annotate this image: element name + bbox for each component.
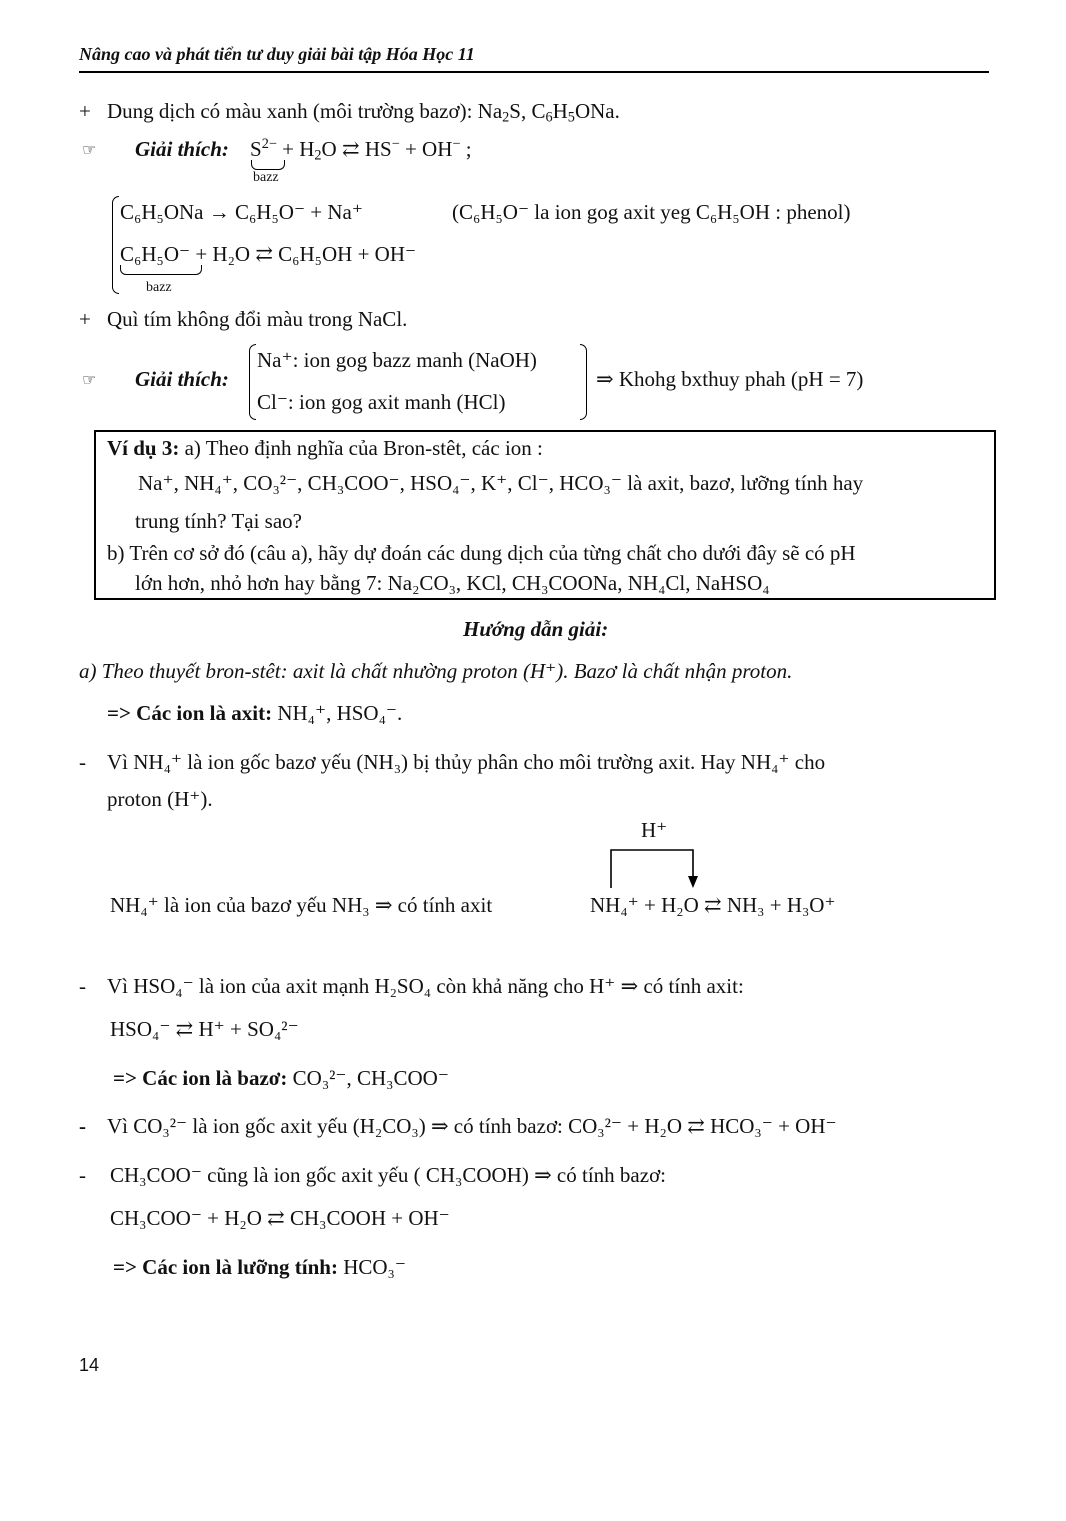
underbrace xyxy=(251,160,285,170)
example-line-3: trung tính? Tại sao? xyxy=(135,509,302,533)
bullet-dash: - xyxy=(79,1163,86,1187)
co3-explanation: Vì CO₃²⁻ là ion gốc axit yếu (H₂CO₃) ⇒ có tính bazơ: CO₃²⁻ + H₂O ⇄ HCO₃⁻ + OH⁻ xyxy=(107,1114,837,1138)
phenolate-hydrolysis: C₆H₅O⁻ + H₂O ⇄ C₆H₅OH + OH⁻ xyxy=(120,242,417,266)
phenolate-dissociation: C₆H₅ONa → C₆H₅O⁻ + Na⁺ xyxy=(120,200,363,224)
bronsted-definition: a) Theo thuyết bron-stêt: axit là chất nhường proton (H⁺). Bazơ là chất nhận proton. xyxy=(79,659,793,683)
example-line-b: b) Trên cơ sở đó (câu a), hãy dự đoán các dung dịch của từng chất cho dưới đây sẽ có pH xyxy=(107,541,856,565)
litmus-line: Quì tím không đổi màu trong NaCl. xyxy=(107,307,408,331)
bullet-dash: - xyxy=(79,1114,86,1138)
page-number: 14 xyxy=(79,1355,100,1375)
no-hydrolysis-result: ⇒ Khohg bxthuy phah (pH = 7) xyxy=(596,367,864,391)
page-header: Nâng cao và phát tiển tư duy giải bài tập Hóa Học 11 xyxy=(79,44,475,64)
bullet-dash: - xyxy=(79,974,86,998)
phenolate-note: (C₆H₅O⁻ la ion gog axit yeg C₆H₅OH : phenol) xyxy=(452,200,851,224)
nh4-acid-text: NH₄⁺ là ion của bazơ yếu NH₃ ⇒ có tính axit xyxy=(110,893,493,917)
proton-transfer-arrow xyxy=(600,846,710,896)
base-annotation: bazz xyxy=(146,280,172,295)
example-line-b2: lớn hơn, nhỏ hơn hay bằng 7: Na₂CO₃, KCl, CH₃COONa, NH₄Cl, NaHSO₄ xyxy=(135,571,770,595)
nh4-hydrolysis-eq: NH₄⁺ + H₂O ⇄ NH₃ + H₃O⁺ xyxy=(590,893,836,917)
hand-pointer-icon: ☞ xyxy=(82,140,97,159)
na-ion-line: Na⁺: ion gog bazz manh (NaOH) xyxy=(257,348,537,372)
amphoteric-ions-line: => Các ion là lưỡng tính: HCO₃⁻ xyxy=(113,1255,406,1279)
explanation-label: Giải thích: xyxy=(135,137,229,161)
hso4-eq: HSO₄⁻ ⇄ H⁺ + SO₄²⁻ xyxy=(110,1017,299,1041)
nh4-explanation: Vì NH₄⁺ là ion gốc bazơ yếu (NH₃) bị thủy phân cho môi trường axit. Hay NH₄⁺ cho xyxy=(107,750,826,774)
underbrace xyxy=(120,265,202,275)
base-annotation: bazz xyxy=(253,170,279,185)
solution-title: Hướng dẫn giải: xyxy=(463,617,609,641)
system-brace xyxy=(580,344,587,420)
example-line-a: Ví dụ 3: a) Theo định nghĩa của Bron-stêt, các ion : xyxy=(107,436,543,460)
system-brace xyxy=(249,344,256,420)
bullet-dash: - xyxy=(79,750,86,774)
system-brace xyxy=(112,196,119,294)
base-ions-line: => Các ion là bazơ: CO₃²⁻, CH₃COO⁻ xyxy=(113,1066,449,1090)
blue-solution-line: Dung dịch có màu xanh (môi trường bazơ): $Na_2S$, $C_6H_5ONa$. xyxy=(107,99,620,126)
explanation-label: Giải thích: xyxy=(135,367,229,391)
hand-pointer-icon: ☞ xyxy=(82,370,97,389)
example-ions: Na⁺, NH₄⁺, CO₃²⁻, CH₃COO⁻, HSO₄⁻, K⁺, Cl⁻, HCO₃⁻ là axit, bazơ, lưỡng tính hay xyxy=(138,471,864,495)
ch3coo-explanation: CH₃COO⁻ cũng là ion gốc axit yếu ( CH₃COOH) ⇒ có tính bazơ: xyxy=(110,1163,667,1187)
ch3coo-eq: CH₃COO⁻ + H₂O ⇄ CH₃COOH + OH⁻ xyxy=(110,1206,450,1230)
acid-ions-line: => Các ion là axit: NH₄⁺, HSO₄⁻. xyxy=(107,701,403,725)
s2-hydrolysis-eq: $S^{2-} + H_2O$ ⇄ HS− + OH− ; xyxy=(250,136,472,164)
cl-ion-line: Cl⁻: ion gog axit manh (HCl) xyxy=(257,390,506,414)
header-rule xyxy=(79,71,989,73)
hso4-explanation: Vì HSO₄⁻ là ion của axit mạnh H₂SO₄ còn khả năng cho H⁺ ⇒ có tính axit: xyxy=(107,974,744,998)
proton-label: H⁺ xyxy=(641,818,668,842)
bullet-plus: + xyxy=(79,307,91,331)
bullet-plus: + xyxy=(79,99,91,123)
nh4-explanation-2: proton (H⁺). xyxy=(107,787,213,811)
